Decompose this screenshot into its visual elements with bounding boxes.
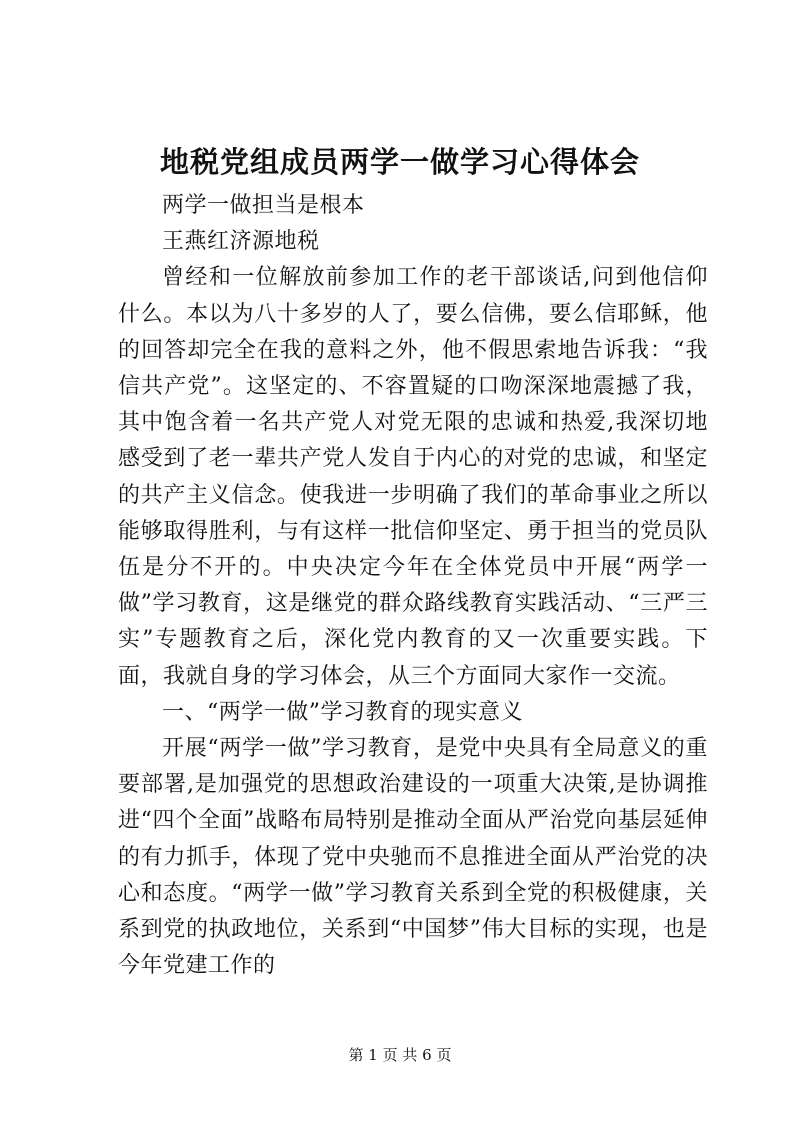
- body-paragraph: 曾经和一位解放前参加工作的老干部谈话,问到他信仰什么。本以为八十多岁的人了，要么信佛，要么信耶稣，他的回答却完全在我的意料之外，他不假思索地告诉我：“我信共产党”。这坚定的、不容置疑的口吻深深地震撼了我，其中饱含着一名共产党人对党无限的忠诚和热爱,我深切地感受到了老一辈共产党人发自于内心的对党的忠诚，和坚定的共产主义信念。使我进一步明确了我们的革命事业之所以能够取得胜利，与有这样一批信仰坚定、勇于担当的党员队伍是分不开的。中央决定今年在全体党员中开展“两学一做”学习教育，这是继党的群众路线教育实践活动、“三严三实”专题教育之后，深化党内教育的又一次重要实践。下面，我就自身的学习体会，从三个方面同大家作一交流。: [118, 265, 708, 689]
- section-heading: 一、“两学一做”学习教育的现实意义: [162, 699, 523, 725]
- subtitle-paragraph: 两学一做担当是根本: [162, 193, 365, 218]
- author-line: 王燕红济源地税: [162, 229, 320, 255]
- page-number-footer: 第 1 页 共 6 页: [348, 1046, 452, 1064]
- document-body: [118, 188, 708, 984]
- document-title: 地税党组成员两学一做学习心得体会: [159, 145, 640, 179]
- body-paragraph: 开展“两学一做”学习教育，是党中央具有全局意义的重要部署,是加强党的思想政治建设的一项重大决策,是协调推进“四个全面”战略布局特别是推动全面从严治党向基层延伸的有力抓手，体现了党中央驰而不息推进全面从严治党的决心和态度。“两学一做”学习教育关系到全党的积极健康，关系到党的执政地位，关系到“中国梦”伟大目标的实现，也是今年党建工作的: [118, 736, 708, 979]
